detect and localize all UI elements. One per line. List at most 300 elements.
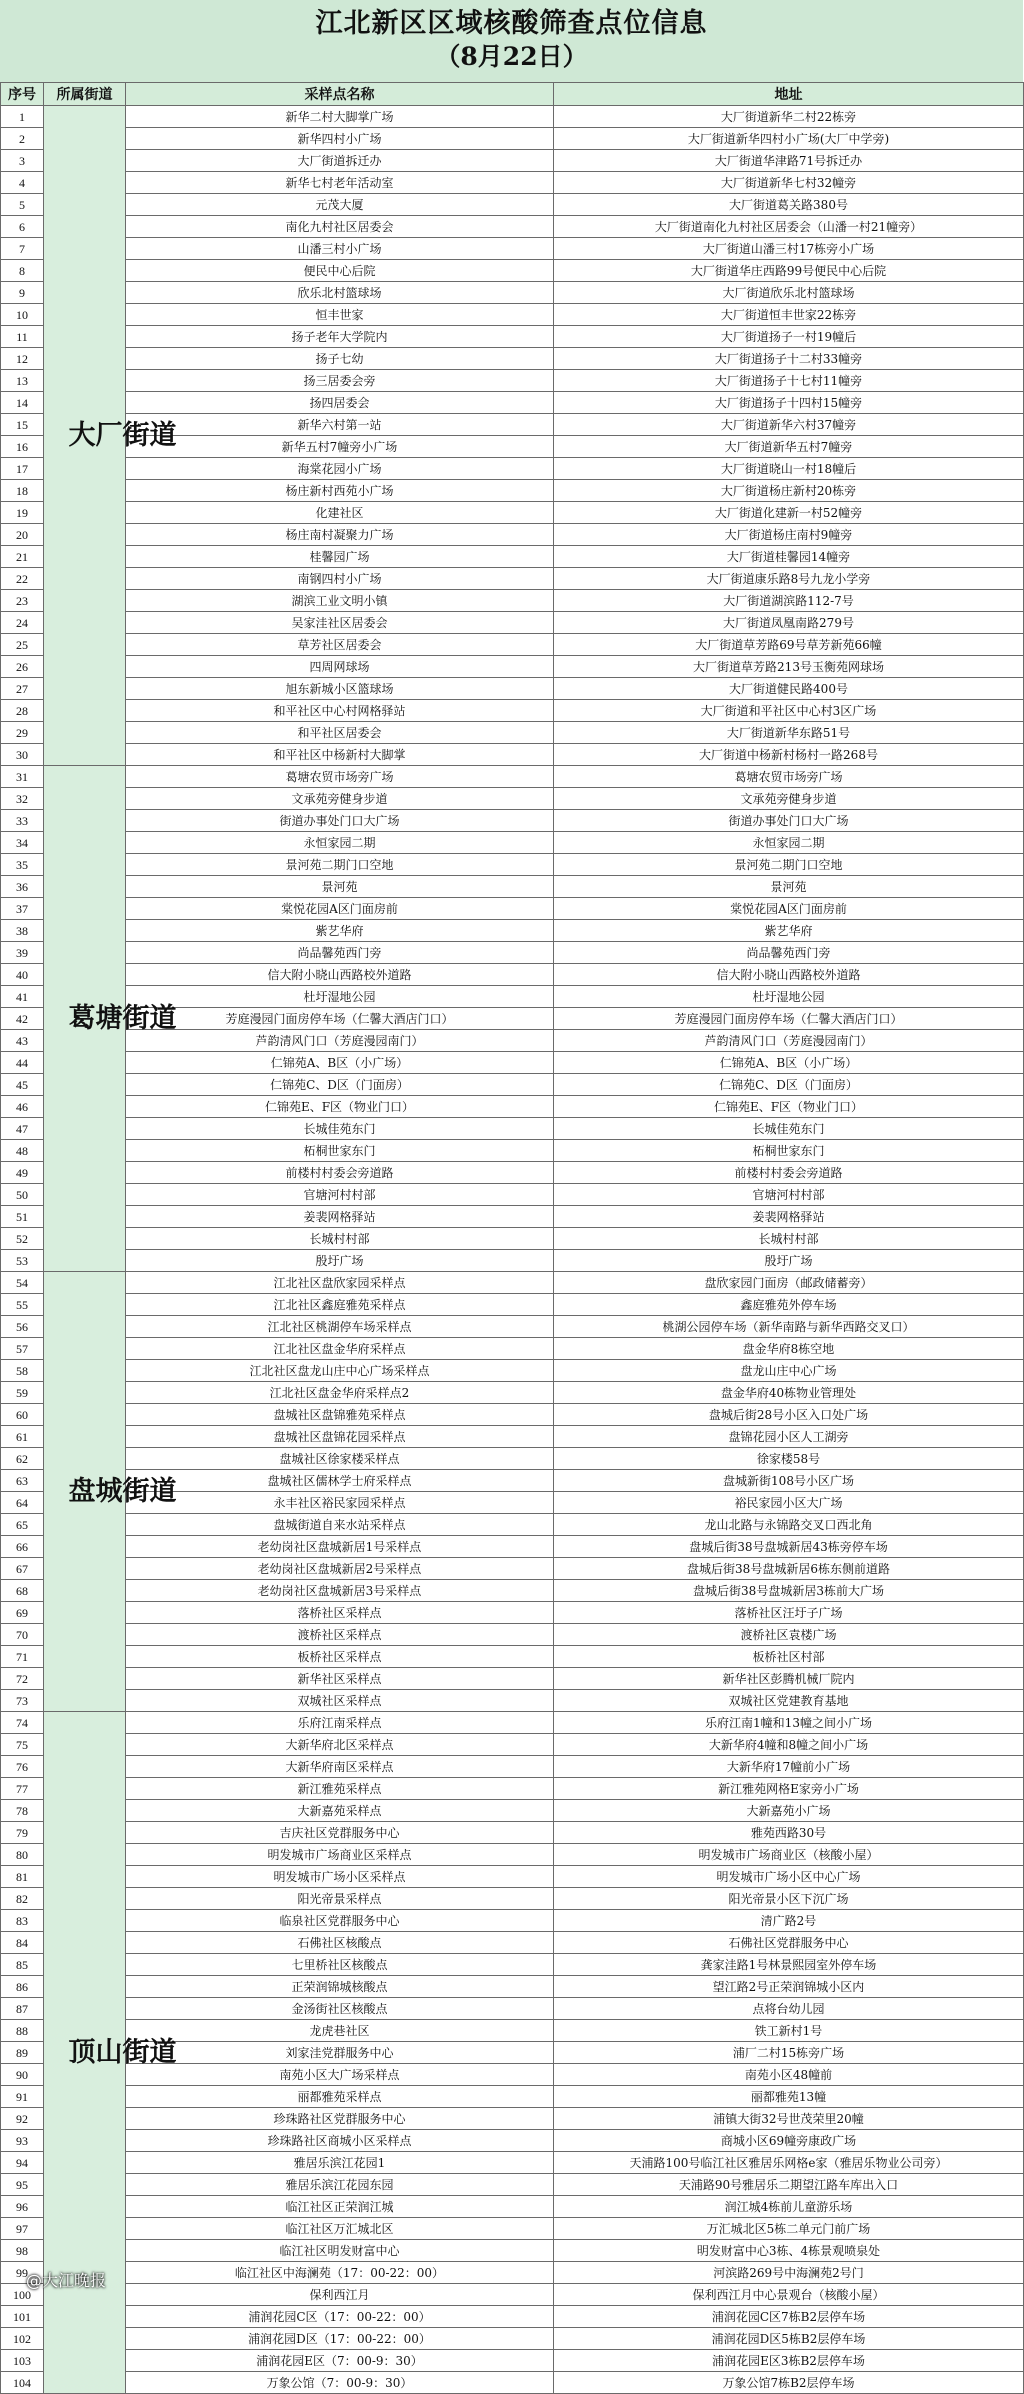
page-title: 江北新区区域核酸筛查点位信息 [315, 8, 708, 39]
row-address: 殷圩广场 [554, 1250, 1024, 1272]
row-site-name: 江北社区盘龙山庄中心广场采样点 [126, 1360, 554, 1382]
row-seq: 81 [1, 1866, 44, 1888]
row-address: 大厂街道华庄西路99号便民中心后院 [554, 260, 1024, 282]
row-seq: 11 [1, 326, 44, 348]
row-site-name: 柘桐世家东门 [126, 1140, 554, 1162]
row-address: 大厂街道扬子十七村11幢旁 [554, 370, 1024, 392]
row-site-name: 江北社区盘金华府采样点2 [126, 1382, 554, 1404]
row-site-name: 江北社区桃湖停车场采样点 [126, 1316, 554, 1338]
row-address: 铁工新村1号 [554, 2020, 1024, 2042]
row-site-name: 明发城市广场小区采样点 [126, 1866, 554, 1888]
row-seq: 50 [1, 1184, 44, 1206]
row-site-name: 珍珠路社区党群服务中心 [126, 2108, 554, 2130]
row-site-name: 雅居乐滨江花园1 [126, 2152, 554, 2174]
table-row [1, 502, 1024, 524]
table-row [1, 1580, 1024, 1602]
row-site-name: 浦润花园C区（17：00-22：00） [126, 2306, 554, 2328]
row-address: 乐府江南1幢和13幢之间小广场 [554, 1712, 1024, 1734]
row-site-name: 前楼村村委会旁道路 [126, 1162, 554, 1184]
row-site-name: 渡桥社区采样点 [126, 1624, 554, 1646]
row-address: 鑫庭雅苑外停车场 [554, 1294, 1024, 1316]
row-seq: 20 [1, 524, 44, 546]
row-address: 清广路2号 [554, 1910, 1024, 1932]
row-site-name: 尚品馨苑西门旁 [126, 942, 554, 964]
row-site-name: 保利西江月 [126, 2284, 554, 2306]
row-address: 龙山北路与永锦路交叉口西北角 [554, 1514, 1024, 1536]
row-seq: 74 [1, 1712, 44, 1734]
row-address: 盘金华府40栋物业管理处 [554, 1382, 1024, 1404]
header-row [1, 83, 1024, 106]
row-seq: 82 [1, 1888, 44, 1910]
row-seq: 67 [1, 1558, 44, 1580]
row-site-name: 新华七村老年活动室 [126, 172, 554, 194]
row-seq: 9 [1, 282, 44, 304]
row-seq: 104 [1, 2372, 44, 2394]
row-address: 商城小区69幢旁康政广场 [554, 2130, 1024, 2152]
row-seq: 87 [1, 1998, 44, 2020]
row-seq: 89 [1, 2042, 44, 2064]
table-row [1, 1360, 1024, 1382]
row-seq: 47 [1, 1118, 44, 1140]
row-seq: 56 [1, 1316, 44, 1338]
row-address: 润江城4栋前儿童游乐场 [554, 2196, 1024, 2218]
row-seq: 95 [1, 2174, 44, 2196]
header-seq: 序号 [1, 83, 44, 106]
table-row [1, 282, 1024, 304]
row-site-name: 南钢四村小广场 [126, 568, 554, 590]
row-address: 尚品馨苑西门旁 [554, 942, 1024, 964]
table-row [1, 1800, 1024, 1822]
table-row [1, 1206, 1024, 1228]
row-seq: 58 [1, 1360, 44, 1382]
row-address: 柘桐世家东门 [554, 1140, 1024, 1162]
row-address: 浦润花园D区5栋B2层停车场 [554, 2328, 1024, 2350]
table-row [1, 1954, 1024, 1976]
row-seq: 75 [1, 1734, 44, 1756]
row-seq: 53 [1, 1250, 44, 1272]
row-site-name: 落桥社区采样点 [126, 1602, 554, 1624]
header-site-name: 采样点名称 [126, 83, 554, 106]
table-row [1, 1536, 1024, 1558]
table-row [1, 1866, 1024, 1888]
table-row [1, 656, 1024, 678]
row-site-name: 新华二村大脚掌广场 [126, 106, 554, 128]
row-site-name: 葛塘农贸市场旁广场 [126, 766, 554, 788]
table-row [1, 2130, 1024, 2152]
row-address: 大厂街道新华六村37幢旁 [554, 414, 1024, 436]
table-row [1, 2196, 1024, 2218]
row-seq: 14 [1, 392, 44, 414]
row-seq: 96 [1, 2196, 44, 2218]
row-seq: 16 [1, 436, 44, 458]
row-site-name: 吉庆社区党群服务中心 [126, 1822, 554, 1844]
row-site-name: 双城社区采样点 [126, 1690, 554, 1712]
row-seq: 41 [1, 986, 44, 1008]
table-row [1, 1932, 1024, 1954]
row-seq: 71 [1, 1646, 44, 1668]
row-site-name: 仁锦苑E、F区（物业门口） [126, 1096, 554, 1118]
row-address: 天浦路90号雅居乐二期望江路车库出入口 [554, 2174, 1024, 2196]
table-row [1, 238, 1024, 260]
row-site-name: 江北社区鑫庭雅苑采样点 [126, 1294, 554, 1316]
row-site-name: 盘城社区盘锦雅苑采样点 [126, 1404, 554, 1426]
row-address: 大厂街道新华二村22栋旁 [554, 106, 1024, 128]
watermark: @大江晚报 [26, 2271, 107, 2290]
row-site-name: 阳光帝景采样点 [126, 1888, 554, 1910]
row-address: 盘龙山庄中心广场 [554, 1360, 1024, 1382]
row-seq: 66 [1, 1536, 44, 1558]
row-seq: 98 [1, 2240, 44, 2262]
row-seq: 61 [1, 1426, 44, 1448]
table-row [1, 634, 1024, 656]
row-site-name: 吴家洼社区居委会 [126, 612, 554, 634]
row-site-name: 新华四村小广场 [126, 128, 554, 150]
row-seq: 102 [1, 2328, 44, 2350]
row-site-name: 临江社区万汇城北区 [126, 2218, 554, 2240]
row-site-name: 板桥社区采样点 [126, 1646, 554, 1668]
row-seq: 83 [1, 1910, 44, 1932]
row-site-name: 新江雅苑采样点 [126, 1778, 554, 1800]
row-site-name: 恒丰世家 [126, 304, 554, 326]
row-site-name: 杜圩湿地公园 [126, 986, 554, 1008]
street-name: 大厂街道 [68, 420, 177, 451]
row-site-name: 紫艺华府 [126, 920, 554, 942]
table-row [1, 392, 1024, 414]
row-site-name: 盘城社区徐家楼采样点 [126, 1448, 554, 1470]
row-seq: 100 [1, 2284, 44, 2306]
row-site-name: 新华社区采样点 [126, 1668, 554, 1690]
row-address: 盘锦花园小区人工湖旁 [554, 1426, 1024, 1448]
table-row [1, 788, 1024, 810]
row-site-name: 乐府江南采样点 [126, 1712, 554, 1734]
table-row [1, 2328, 1024, 2350]
row-site-name: 刘家洼党群服务中心 [126, 2042, 554, 2064]
row-address: 仁锦苑C、D区（门面房） [554, 1074, 1024, 1096]
row-site-name: 浦润花园E区（7：00-9：30） [126, 2350, 554, 2372]
table-row [1, 2350, 1024, 2372]
table-row [1, 370, 1024, 392]
row-seq: 52 [1, 1228, 44, 1250]
row-seq: 4 [1, 172, 44, 194]
row-address: 大厂街道恒丰世家22栋旁 [554, 304, 1024, 326]
row-address: 大厂街道凤凰南路279号 [554, 612, 1024, 634]
row-site-name: 临江社区中海澜苑（17：00-22：00） [126, 2262, 554, 2284]
row-site-name: 景河苑 [126, 876, 554, 898]
row-site-name: 殷圩广场 [126, 1250, 554, 1272]
street-name: 葛塘街道 [68, 1003, 177, 1034]
table-row [1, 1140, 1024, 1162]
row-site-name: 桂馨园广场 [126, 546, 554, 568]
row-seq: 15 [1, 414, 44, 436]
table-row [1, 810, 1024, 832]
row-address: 大厂街道葛关路380号 [554, 194, 1024, 216]
table-row [1, 1690, 1024, 1712]
row-seq: 62 [1, 1448, 44, 1470]
table-row [1, 700, 1024, 722]
row-address: 大厂街道扬子十二村33幢旁 [554, 348, 1024, 370]
row-seq: 68 [1, 1580, 44, 1602]
row-seq: 18 [1, 480, 44, 502]
table-row [1, 480, 1024, 502]
row-site-name: 扬四居委会 [126, 392, 554, 414]
page-subtitle: （8月22日） [435, 42, 588, 71]
row-address: 芦韵清风门口（芳庭漫园南门） [554, 1030, 1024, 1052]
row-address: 大新嘉苑小广场 [554, 1800, 1024, 1822]
table-row [1, 1426, 1024, 1448]
table-row [1, 1250, 1024, 1272]
table-row [1, 1602, 1024, 1624]
row-site-name: 杨庄新村西苑小广场 [126, 480, 554, 502]
row-seq: 77 [1, 1778, 44, 1800]
table-row [1, 1338, 1024, 1360]
table-row [1, 2372, 1024, 2394]
table-header [1, 83, 1024, 106]
table-row [1, 172, 1024, 194]
row-seq: 1 [1, 106, 44, 128]
table-row [1, 2262, 1024, 2284]
row-site-name: 永恒家园二期 [126, 832, 554, 854]
row-address: 万汇城北区5栋二单元门前广场 [554, 2218, 1024, 2240]
table-row [1, 1316, 1024, 1338]
table-row [1, 1844, 1024, 1866]
row-site-name: 仁锦苑C、D区（门面房） [126, 1074, 554, 1096]
table-row [1, 194, 1024, 216]
row-address: 大新华府17幢前小广场 [554, 1756, 1024, 1778]
row-site-name: 正荣润锦城核酸点 [126, 1976, 554, 1998]
row-address: 大厂街道新华四村小广场(大厂中学旁) [554, 128, 1024, 150]
row-seq: 8 [1, 260, 44, 282]
table-row [1, 1778, 1024, 1800]
row-seq: 78 [1, 1800, 44, 1822]
table-row [1, 1734, 1024, 1756]
row-seq: 38 [1, 920, 44, 942]
table-row [1, 1712, 1024, 1734]
row-site-name: 棠悦花园A区门面房前 [126, 898, 554, 920]
row-address: 紫艺华府 [554, 920, 1024, 942]
street-cell [44, 106, 177, 766]
row-address: 大厂街道新华五村7幢旁 [554, 436, 1024, 458]
row-address: 阳光帝景小区下沉广场 [554, 1888, 1024, 1910]
row-address: 大厂街道和平社区中心村3区广场 [554, 700, 1024, 722]
row-site-name: 新华五村7幢旁小广场 [126, 436, 554, 458]
row-seq: 91 [1, 2086, 44, 2108]
row-site-name: 湖滨工业文明小镇 [126, 590, 554, 612]
row-site-name: 扬子七幼 [126, 348, 554, 370]
row-seq: 23 [1, 590, 44, 612]
row-seq: 46 [1, 1096, 44, 1118]
row-site-name: 永丰社区裕民家园采样点 [126, 1492, 554, 1514]
table-row [1, 1382, 1024, 1404]
table-row [1, 766, 1024, 788]
row-seq: 44 [1, 1052, 44, 1074]
table-row [1, 744, 1024, 766]
row-seq: 25 [1, 634, 44, 656]
row-address: 大厂街道欣乐北村篮球场 [554, 282, 1024, 304]
row-seq: 6 [1, 216, 44, 238]
row-seq: 49 [1, 1162, 44, 1184]
row-address: 长城佳苑东门 [554, 1118, 1024, 1140]
row-seq: 70 [1, 1624, 44, 1646]
table-row [1, 722, 1024, 744]
row-address: 葛塘农贸市场旁广场 [554, 766, 1024, 788]
row-address: 徐家楼58号 [554, 1448, 1024, 1470]
table-row [1, 260, 1024, 282]
table-row [1, 2218, 1024, 2240]
table-body [1, 106, 1024, 2394]
table-row [1, 1756, 1024, 1778]
row-address: 大厂街道扬子一村19幢后 [554, 326, 1024, 348]
row-address: 浦厂二村15栋旁广场 [554, 2042, 1024, 2064]
row-site-name: 元茂大厦 [126, 194, 554, 216]
table-row [1, 1052, 1024, 1074]
row-seq: 7 [1, 238, 44, 260]
row-seq: 99 [1, 2262, 44, 2284]
row-address: 盘城后街38号盘城新居3栋前大广场 [554, 1580, 1024, 1602]
row-address: 大厂街道桂馨园14幢旁 [554, 546, 1024, 568]
row-address: 长城村村部 [554, 1228, 1024, 1250]
row-address: 石佛社区党群服务中心 [554, 1932, 1024, 1954]
row-address: 信大附小晓山西路校外道路 [554, 964, 1024, 986]
row-seq: 30 [1, 744, 44, 766]
title-block [0, 0, 1023, 82]
row-site-name: 江北社区盘金华府采样点 [126, 1338, 554, 1360]
row-site-name: 龙虎巷社区 [126, 2020, 554, 2042]
row-seq: 86 [1, 1976, 44, 1998]
row-site-name: 和平社区中杨新村大脚掌 [126, 744, 554, 766]
row-site-name: 新华六村第一站 [126, 414, 554, 436]
table-row [1, 546, 1024, 568]
table-row [1, 1228, 1024, 1250]
street-cell [44, 1272, 177, 1712]
row-site-name: 姜裴网格驿站 [126, 1206, 554, 1228]
table-row [1, 458, 1024, 480]
row-seq: 32 [1, 788, 44, 810]
row-site-name: 山潘三村小广场 [126, 238, 554, 260]
table-row [1, 942, 1024, 964]
row-address: 大厂街道新华七村32幢旁 [554, 172, 1024, 194]
table-row [1, 612, 1024, 634]
row-address: 盘城后街38号盘城新居6栋东侧前道路 [554, 1558, 1024, 1580]
row-site-name: 临泉社区党群服务中心 [126, 1910, 554, 1932]
row-seq: 55 [1, 1294, 44, 1316]
row-address: 新江雅苑网格E家旁小广场 [554, 1778, 1024, 1800]
row-seq: 39 [1, 942, 44, 964]
row-address: 大厂街道华津路71号拆迁办 [554, 150, 1024, 172]
row-seq: 80 [1, 1844, 44, 1866]
row-site-name: 雅居乐滨江花园东园 [126, 2174, 554, 2196]
row-seq: 51 [1, 1206, 44, 1228]
row-seq: 28 [1, 700, 44, 722]
table-row [1, 524, 1024, 546]
row-address: 龚家洼路1号林景熙园室外停车场 [554, 1954, 1024, 1976]
row-seq: 57 [1, 1338, 44, 1360]
row-seq: 12 [1, 348, 44, 370]
row-seq: 21 [1, 546, 44, 568]
row-site-name: 芳庭漫园门面房停车场（仁馨大酒店门口） [126, 1008, 554, 1030]
row-site-name: 旭东新城小区篮球场 [126, 678, 554, 700]
row-address: 大厂街道扬子十四村15幢旁 [554, 392, 1024, 414]
row-address: 浦镇大街32号世茂荣里20幢 [554, 2108, 1024, 2130]
row-seq: 48 [1, 1140, 44, 1162]
row-address: 万象公馆7栋B2层停车场 [554, 2372, 1024, 2394]
row-seq: 43 [1, 1030, 44, 1052]
row-site-name: 信大附小晓山西路校外道路 [126, 964, 554, 986]
row-address: 大厂街道草芳路213号玉衡苑网球场 [554, 656, 1024, 678]
row-site-name: 大新华府北区采样点 [126, 1734, 554, 1756]
row-site-name: 七里桥社区核酸点 [126, 1954, 554, 1976]
row-address: 姜裴网格驿站 [554, 1206, 1024, 1228]
row-address: 天浦路100号临江社区雅居乐网格e家（雅居乐物业公司旁） [554, 2152, 1024, 2174]
table-row [1, 1910, 1024, 1932]
row-address: 盘城后街38号盘城新居43栋旁停车场 [554, 1536, 1024, 1558]
row-seq: 17 [1, 458, 44, 480]
row-address: 景河苑 [554, 876, 1024, 898]
row-address: 浦润花园E区3栋B2层停车场 [554, 2350, 1024, 2372]
row-site-name: 南苑小区大广场采样点 [126, 2064, 554, 2086]
row-address: 永恒家园二期 [554, 832, 1024, 854]
row-seq: 103 [1, 2350, 44, 2372]
row-address: 大厂街道康乐路8号九龙小学旁 [554, 568, 1024, 590]
row-site-name: 杨庄南村凝聚力广场 [126, 524, 554, 546]
table-row [1, 304, 1024, 326]
street-cell [44, 766, 177, 1272]
row-site-name: 和平社区中心村网格驿站 [126, 700, 554, 722]
row-site-name: 老幼岗社区盘城新居2号采样点 [126, 1558, 554, 1580]
row-site-name: 南化九村社区居委会 [126, 216, 554, 238]
table-row [1, 1184, 1024, 1206]
table-row [1, 1888, 1024, 1910]
row-address: 渡桥社区袁楼广场 [554, 1624, 1024, 1646]
row-site-name: 便民中心后院 [126, 260, 554, 282]
row-address: 大厂街道晓山一村18幢后 [554, 458, 1024, 480]
row-address: 盘城后街28号小区入口处广场 [554, 1404, 1024, 1426]
row-address: 盘城新街108号小区广场 [554, 1470, 1024, 1492]
header-street: 所属街道 [44, 83, 126, 106]
header-address: 地址 [554, 83, 1024, 106]
row-seq: 2 [1, 128, 44, 150]
row-address: 大厂街道新华东路51号 [554, 722, 1024, 744]
table-row [1, 1668, 1024, 1690]
row-site-name: 老幼岗社区盘城新居1号采样点 [126, 1536, 554, 1558]
table-row [1, 1162, 1024, 1184]
table-row [1, 150, 1024, 172]
row-address: 景河苑二期门口空地 [554, 854, 1024, 876]
row-address: 前楼村村委会旁道路 [554, 1162, 1024, 1184]
row-seq: 65 [1, 1514, 44, 1536]
row-seq: 26 [1, 656, 44, 678]
row-address: 芳庭漫园门面房停车场（仁馨大酒店门口） [554, 1008, 1024, 1030]
row-seq: 33 [1, 810, 44, 832]
table-row [1, 590, 1024, 612]
row-seq: 73 [1, 1690, 44, 1712]
row-site-name: 海棠花园小广场 [126, 458, 554, 480]
table-row [1, 920, 1024, 942]
row-seq: 24 [1, 612, 44, 634]
row-address: 大新华府4幢和8幢之间小广场 [554, 1734, 1024, 1756]
row-seq: 36 [1, 876, 44, 898]
row-site-name: 大新华府南区采样点 [126, 1756, 554, 1778]
row-site-name: 长城村村部 [126, 1228, 554, 1250]
row-site-name: 临江社区明发财富中心 [126, 2240, 554, 2262]
row-seq: 3 [1, 150, 44, 172]
row-site-name: 大新嘉苑采样点 [126, 1800, 554, 1822]
row-seq: 5 [1, 194, 44, 216]
table-row [1, 678, 1024, 700]
table-row [1, 2240, 1024, 2262]
row-seq: 54 [1, 1272, 44, 1294]
table-row [1, 2174, 1024, 2196]
row-seq: 88 [1, 2020, 44, 2042]
